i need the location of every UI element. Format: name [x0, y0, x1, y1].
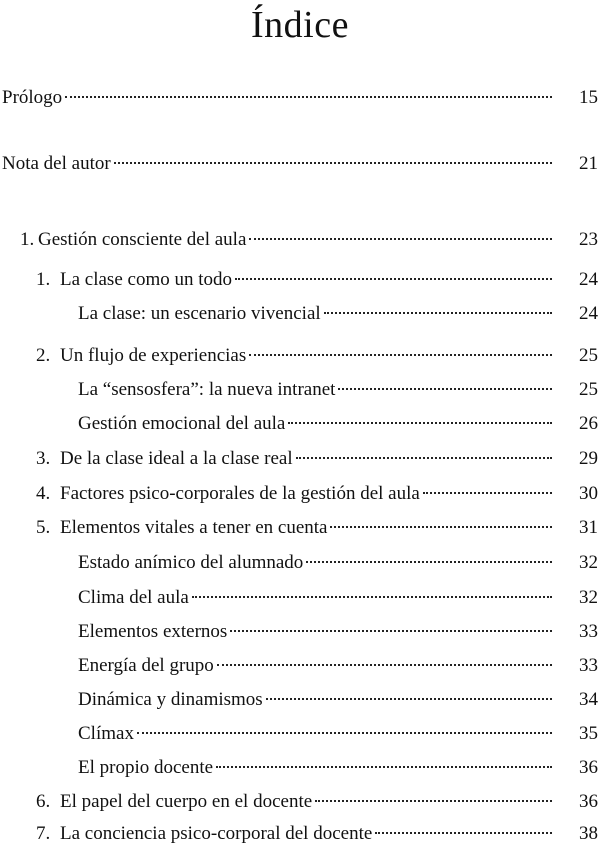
dot-leader [216, 766, 552, 768]
toc-entry-label: El propio docente [78, 757, 214, 778]
dot-leader [324, 312, 552, 314]
toc-entry-section [36, 822, 598, 846]
toc-entry-subsection [78, 378, 598, 402]
toc-entry-label: La “sensosfera”: la nueva intranet [78, 379, 336, 400]
toc-entry-section [36, 447, 598, 471]
toc-entry-page: 24 [579, 269, 598, 290]
toc-entry-page: 23 [579, 229, 598, 250]
toc-entry-section [36, 790, 598, 814]
toc-entry-page: 33 [579, 621, 598, 642]
dot-leader [65, 96, 552, 98]
toc-entry-label: Clímax [78, 723, 134, 744]
toc-entry-subsection [78, 688, 598, 712]
toc-entry-label: Energía del grupo [78, 655, 214, 676]
toc-entry-page: 25 [579, 379, 598, 400]
toc-entry-page: 36 [579, 791, 598, 812]
toc-entry-subsection [78, 302, 598, 326]
toc-entry-label: Prólogo [2, 87, 63, 108]
toc-entry-page: 24 [579, 303, 598, 324]
dot-leader [330, 526, 552, 528]
toc-entry-subsection [78, 412, 598, 436]
page-title: Índice [251, 4, 349, 46]
dot-leader [249, 354, 552, 356]
dot-leader [137, 732, 552, 734]
toc-entry-page: 32 [579, 587, 598, 608]
toc-entry-label: La clase como un todo [60, 269, 233, 290]
toc-entry-page: 36 [579, 757, 598, 778]
toc-entry-section [36, 344, 598, 368]
toc-entry-number: 2. [36, 345, 51, 366]
toc-entry-subsection [78, 620, 598, 644]
toc-entry-number: 6. [36, 791, 51, 812]
toc-entry-subsection [78, 654, 598, 678]
toc-entry-label: Gestión emocional del aula [78, 413, 286, 434]
dot-leader [249, 238, 552, 240]
toc-entry-page: 34 [579, 689, 598, 710]
dot-leader [230, 630, 552, 632]
toc-entry-page: 15 [579, 87, 598, 108]
toc-entry-label: La conciencia psico-corporal del docente [60, 823, 373, 844]
toc-entry-page: 32 [579, 552, 598, 573]
toc-entry-page: 21 [579, 153, 598, 174]
toc-entry-label: Un flujo de experiencias [60, 345, 247, 366]
toc-entry-page: 31 [579, 517, 598, 538]
toc-entry-subsection [78, 722, 598, 746]
toc-entry-label: Factores psico-corporales de la gestión del aula [60, 483, 420, 504]
dot-leader [296, 457, 552, 459]
dot-leader [375, 832, 552, 834]
toc-entry-section [36, 268, 598, 292]
toc-entry-page: 38 [579, 823, 598, 844]
toc-entry-page: 25 [579, 345, 598, 366]
toc-entry-chapter-1 [20, 228, 598, 252]
toc-entry-subsection [78, 586, 598, 610]
toc-entry-label: El papel del cuerpo en el docente [60, 791, 313, 812]
toc-entry-label: La clase: un escenario vivencial [78, 303, 321, 324]
toc-entry-label: Elementos vitales a tener en cuenta [60, 517, 328, 538]
dot-leader [114, 162, 552, 164]
toc-entry-label: Dinámica y dinamismos [78, 689, 263, 710]
toc-entry-section [36, 482, 598, 506]
toc-entry-number: 1. [20, 229, 35, 250]
toc-entry-number: 7. [36, 823, 51, 844]
toc-entry-page: 29 [579, 448, 598, 469]
toc-entry-subsection [78, 551, 598, 575]
toc-entry-number: 4. [36, 483, 51, 504]
toc-entry-page: 26 [579, 413, 598, 434]
toc-entry-label: Estado anímico del alumnado [78, 552, 304, 573]
toc-entry-number: 5. [36, 517, 51, 538]
dot-leader [266, 698, 552, 700]
dot-leader [192, 596, 552, 598]
dot-leader [315, 800, 552, 802]
toc-entry-label: Nota del autor [2, 153, 111, 174]
toc-entry-label: Gestión consciente del aula [38, 229, 247, 250]
toc-entry-nota-del-autor [2, 152, 598, 176]
dot-leader [338, 388, 552, 390]
toc-entry-subsection [78, 756, 598, 780]
dot-leader [235, 278, 552, 280]
dot-leader [423, 492, 552, 494]
toc-entry-prologo [2, 86, 598, 110]
toc-entry-section [36, 516, 598, 540]
dot-leader [306, 561, 552, 563]
toc-entry-label: Clima del aula [78, 587, 189, 608]
toc-entry-number: 3. [36, 448, 51, 469]
toc-entry-page: 33 [579, 655, 598, 676]
dot-leader [288, 422, 552, 424]
toc-entry-page: 30 [579, 483, 598, 504]
toc-entry-page: 35 [579, 723, 598, 744]
toc-entry-label: De la clase ideal a la clase real [60, 448, 293, 469]
dot-leader [217, 664, 552, 666]
toc-entry-label: Elementos externos [78, 621, 228, 642]
toc-entry-number: 1. [36, 269, 51, 290]
